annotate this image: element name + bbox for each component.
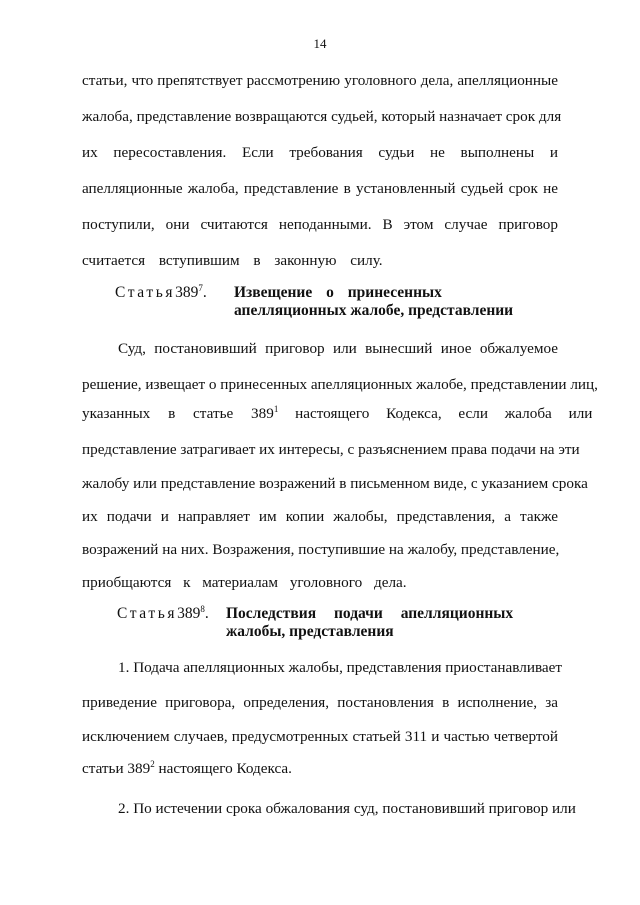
paragraph-line: считается вступившим в законную силу. [82, 252, 383, 269]
article-label: Статья [115, 284, 176, 301]
article-title-line: апелляционных жалобе, представлении [234, 302, 514, 319]
paragraph-line-with-reference: указанных в статье $389^1$ настоящего Кодекса, если жалоба или [82, 404, 593, 422]
article-number: 389 [177, 605, 201, 622]
article-heading-389-8: $Статья389^8$. [117, 604, 209, 622]
article-superscript: 8 [200, 604, 205, 614]
paragraph-line: Суд, постановивший приговор или вынесший иное обжалуемое [118, 340, 558, 357]
paragraph-line: решение, извещает о принесенных апелляционных жалобе, представлении лиц, [82, 376, 598, 393]
paragraph-line: жалоба, представление возвращаются судьей, который назначает срок для [82, 108, 562, 125]
article-title-line: Извещение о принесенных [234, 284, 442, 301]
paragraph-line: 2. По истечении срока обжалования суд, постановивший приговор или [118, 800, 576, 817]
paragraph-line: их подачи и направляет им копии жалобы, представления, а также [82, 508, 558, 525]
paragraph-line-with-reference: статьи $389^2$ настоящего Кодекса. [82, 759, 292, 777]
reference-superscript: 1 [273, 404, 279, 414]
paragraph-line: поступили, они считаются неподанными. В этом случае приговор [82, 216, 558, 233]
article-label: Статья [117, 605, 178, 622]
paragraph-line: 1. Подача апелляционных жалобы, представления приостанавливает [118, 659, 563, 676]
article-title-line: жалобы, представления [226, 623, 394, 640]
paragraph-line: представление затрагивает их интересы, с разъяснением права подачи на эти [82, 441, 580, 458]
paragraph-line: исключением случаев, предусмотренных статьей 311 и частью четвертой [82, 728, 558, 745]
article-heading-389-7: $Статья389^7$. [115, 283, 207, 301]
reference-superscript: 2 [150, 759, 155, 769]
paragraph-line: статьи, что препятствует рассмотрению уголовного дела, апелляционные [82, 72, 558, 89]
article-number: 389 [175, 284, 199, 301]
paragraph-line: возражений на них. Возражения, поступившие на жалобу, представление, [82, 541, 560, 558]
article-superscript: 7 [198, 283, 203, 293]
paragraph-line: приобщаются к материалам уголовного дела. [82, 574, 407, 591]
paragraph-line: приведение приговора, определения, постановления в исполнение, за [82, 694, 558, 711]
paragraph-line: их пересоставления. Если требования судьи не выполнены и [82, 144, 558, 161]
article-title-line: Последствия подачи апелляционных [226, 605, 514, 622]
page-number: 14 [313, 36, 327, 51]
paragraph-line: апелляционные жалоба, представление в установленный судьей срок не [82, 180, 558, 197]
paragraph-line: жалобу или представление возражений в письменном виде, с указанием срока [82, 475, 588, 492]
